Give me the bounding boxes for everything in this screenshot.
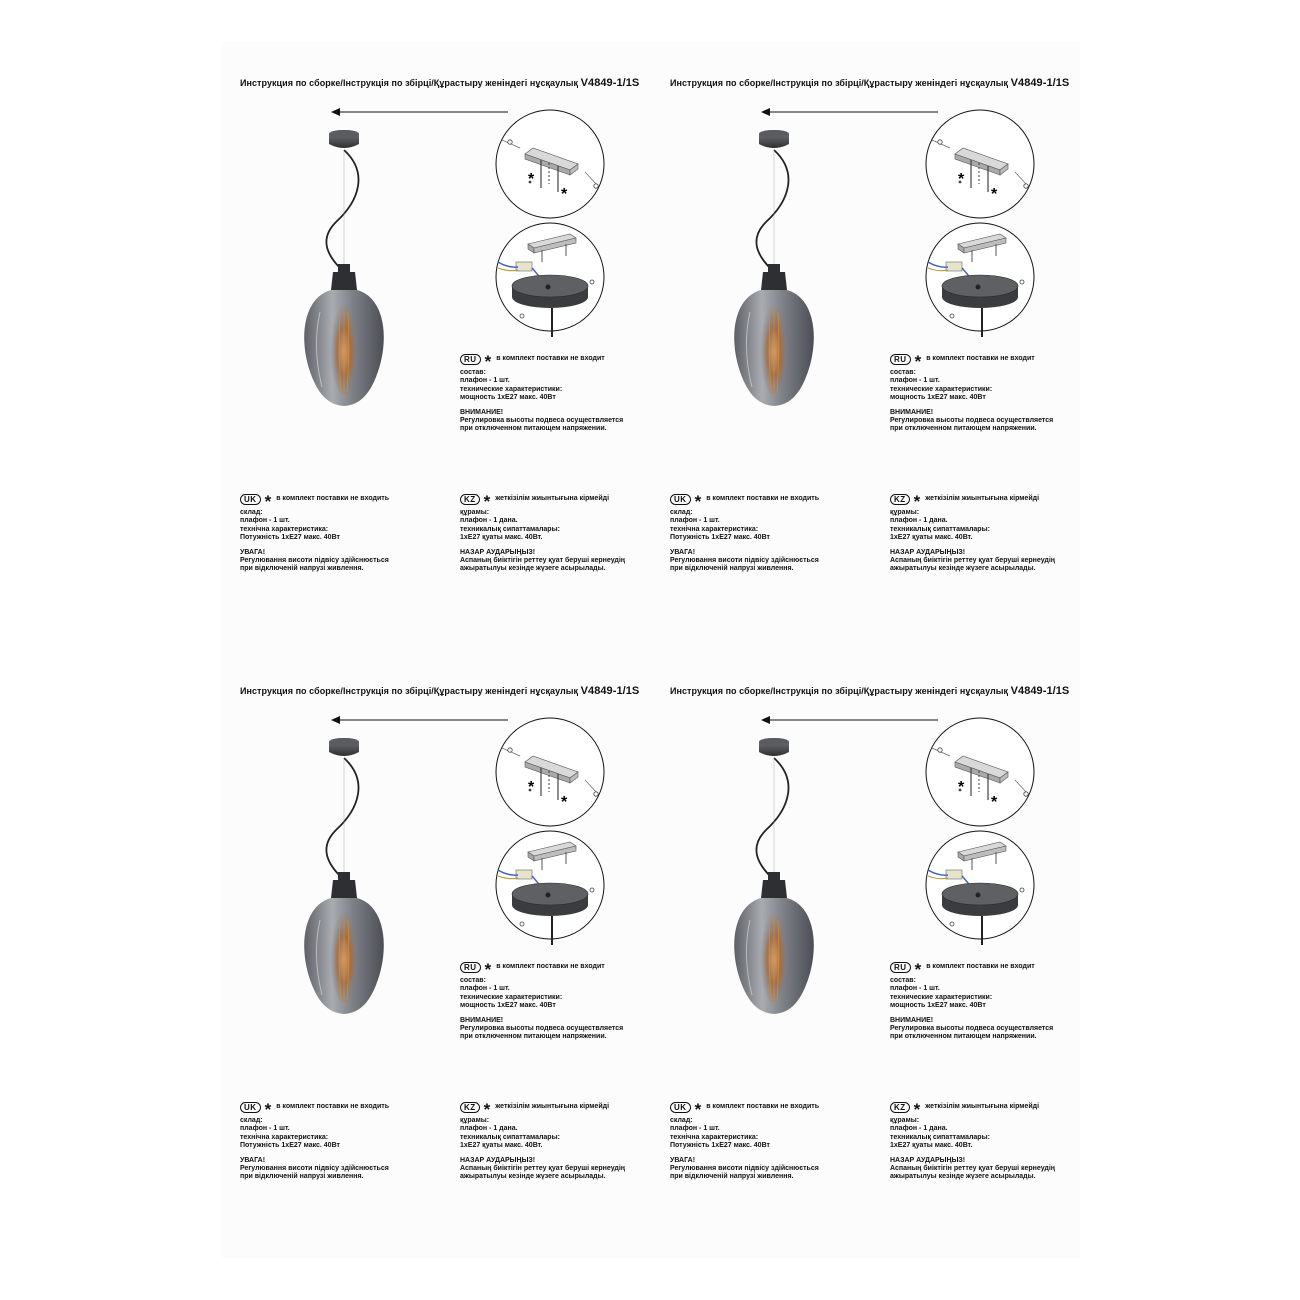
asterisk-mark: * (561, 186, 568, 203)
kz-flag-badge: KZ (890, 494, 910, 505)
warning-text: при відключеній напрузі живлення. (240, 565, 364, 573)
warning-text: Аспаның биіктігін реттеу қуат беруші кернеудің (890, 557, 1056, 565)
ru-flag-badge: RU (460, 354, 481, 365)
composition-value: плафон - 1 шт. (240, 517, 290, 525)
warning-text: при отключенном питающем напряжении. (460, 1033, 607, 1041)
warning-title: УВАГА! (240, 548, 266, 556)
not-included-note: в комплект поставки не входить (276, 1102, 389, 1110)
composition-label: склад: (670, 509, 693, 516)
uk-instructions (670, 1100, 819, 1182)
warning-title: НАЗАР АУДАРЫҢЫЗ! (890, 1156, 966, 1164)
not-included-note: жеткізілім жиынтығына кірмейді (925, 1102, 1040, 1110)
arrow-icon (761, 716, 938, 724)
specs-value: 1хE27 қуаты макс. 40Вт. (460, 534, 543, 542)
not-included-note: в комплект поставки не входит (496, 962, 605, 970)
not-included-note: в комплект поставки не входит (926, 962, 1035, 970)
instruction-panel (670, 680, 1100, 1280)
warning-title: УВАГА! (240, 1156, 266, 1164)
asterisk-icon: * (483, 1100, 491, 1119)
specs-value: мощность 1хE27 макс. 40Вт (460, 394, 556, 402)
specs-label: технические характеристики: (460, 993, 563, 1001)
kz-instructions (890, 492, 1055, 574)
ru-instructions (460, 960, 623, 1042)
warning-text: Регулювання висоти підвісу здійснюється (240, 557, 389, 565)
model-number: V4849-1/1S (580, 685, 640, 697)
mounting-bar-detail (926, 718, 1034, 826)
composition-label: склад: (240, 509, 263, 516)
composition-value: плафон - 1 шт. (460, 377, 510, 385)
warning-text: Регулировка высоты подвеса осуществляется (890, 417, 1054, 425)
warning-text: Регулировка высоты подвеса осуществляется (460, 1025, 624, 1033)
ru-flag-badge: RU (890, 354, 911, 365)
warning-text: Регулювання висоти підвісу здійснюється (240, 1165, 389, 1173)
model-number: V4849-1/1S (1010, 77, 1070, 89)
not-included-note: в комплект поставки не входить (706, 1102, 819, 1110)
pendant-lamp (304, 738, 384, 1014)
canopy-wiring-detail (496, 831, 604, 945)
specs-label: техникалық сипаттамалары: (460, 525, 560, 533)
specs-value: 1хE27 қуаты макс. 40Вт. (890, 1142, 973, 1150)
composition-label: состав: (460, 977, 486, 984)
warning-text: при відключеній напрузі живлення. (670, 1173, 794, 1181)
asterisk-mark: * (958, 779, 965, 796)
uk-flag-badge: UK (670, 494, 691, 505)
warning-text: ажыратылуы кезінде жүзеге асырылады. (460, 1173, 606, 1181)
composition-value: плафон - 1 шт. (890, 985, 940, 993)
specs-label: техникалық сипаттамалары: (890, 525, 990, 533)
warning-text: Аспаның биіктігін реттеу қуат беруші кернеудің (460, 557, 626, 565)
specs-label: технические характеристики: (460, 385, 563, 393)
composition-value: плафон - 1 дана. (460, 1125, 518, 1133)
composition-value: плафон - 1 дана. (460, 517, 518, 525)
instruction-panel (240, 680, 670, 1280)
specs-label: технічна характеристика: (670, 525, 759, 533)
composition-value: плафон - 1 шт. (670, 1125, 720, 1133)
specs-value: Потужність 1хE27 макс. 40Вт (240, 1142, 340, 1150)
composition-value: плафон - 1 шт. (670, 517, 720, 525)
warning-text: Регулювання висоти підвісу здійснюється (670, 1165, 819, 1173)
warning-text: Регулировка высоты подвеса осуществляется (460, 417, 624, 425)
composition-label: құрамы: (890, 509, 920, 516)
pendant-lamp (734, 130, 814, 406)
warning-title: НАЗАР АУДАРЫҢЫЗ! (460, 548, 536, 556)
warning-title: УВАГА! (670, 1156, 696, 1164)
specs-value: 1хE27 қуаты макс. 40Вт. (460, 1142, 543, 1150)
specs-label: технические характеристики: (890, 993, 993, 1001)
not-included-note: в комплект поставки не входить (276, 494, 389, 502)
warning-text: Регулировка высоты подвеса осуществляется (890, 1025, 1054, 1033)
warning-title: ВНИМАНИЕ! (460, 1016, 504, 1024)
specs-value: Потужність 1хE27 макс. 40Вт (240, 534, 340, 542)
not-included-note: в комплект поставки не входит (926, 354, 1035, 362)
composition-label: құрамы: (890, 1117, 920, 1124)
warning-title: ВНИМАНИЕ! (890, 1016, 934, 1024)
warning-text: Аспаның биіктігін реттеу қуат беруші кернеудің (890, 1165, 1056, 1173)
model-number: V4849-1/1S (1010, 685, 1070, 697)
ru-flag-badge: RU (890, 962, 911, 973)
uk-flag-badge: UK (670, 1102, 691, 1113)
specs-value: мощность 1хE27 макс. 40Вт (890, 394, 986, 402)
uk-flag-badge: UK (240, 494, 261, 505)
warning-title: НАЗАР АУДАРЫҢЫЗ! (460, 1156, 536, 1164)
asterisk-icon: * (264, 1100, 272, 1119)
composition-label: состав: (890, 977, 916, 984)
specs-label: техникалық сипаттамалары: (890, 1133, 990, 1141)
warning-text: при отключенном питающем напряжении. (460, 425, 607, 433)
kz-flag-badge: KZ (890, 1102, 910, 1113)
not-included-note: жеткізілім жиынтығына кірмейді (495, 1102, 610, 1110)
asterisk-mark: * (561, 794, 568, 811)
asterisk-mark: * (528, 171, 535, 188)
asterisk-icon: * (694, 492, 702, 511)
uk-instructions (240, 492, 389, 574)
not-included-note: жеткізілім жиынтығына кірмейді (495, 494, 610, 502)
asterisk-mark: * (528, 779, 535, 796)
panel-title: Инструкция по сборке/Інструкція по збірці/Құрастыру женіндегі нұсқаулық V4849-1/1S (240, 77, 640, 89)
canopy-wiring-detail (496, 223, 604, 337)
warning-text: Аспаның биіктігін реттеу қуат беруші кернеудің (460, 1165, 626, 1173)
asterisk-icon: * (484, 352, 492, 371)
panel-title: Инструкция по сборке/Інструкція по збірці/Құрастыру женіндегі нұсқаулық V4849-1/1S (670, 77, 1070, 89)
asterisk-icon: * (914, 352, 922, 371)
composition-label: құрамы: (460, 509, 490, 516)
canopy-wiring-detail (926, 223, 1034, 337)
ru-instructions (890, 352, 1053, 434)
asterisk-icon: * (264, 492, 272, 511)
asterisk-mark: * (958, 171, 965, 188)
asterisk-icon: * (694, 1100, 702, 1119)
specs-label: технические характеристики: (890, 385, 993, 393)
composition-label: склад: (240, 1117, 263, 1124)
composition-label: құрамы: (460, 1117, 490, 1124)
not-included-note: в комплект поставки не входить (706, 494, 819, 502)
panel-title: Инструкция по сборке/Інструкція по збірці/Құрастыру женіндегі нұсқаулық V4849-1/1S (670, 685, 1070, 697)
mounting-bar-detail (496, 110, 604, 218)
asterisk-icon: * (914, 960, 922, 979)
ru-instructions (890, 960, 1053, 1042)
asterisk-mark: * (991, 794, 998, 811)
pendant-lamp (304, 130, 384, 406)
warning-text: ажыратылуы кезінде жүзеге асырылады. (890, 565, 1036, 573)
composition-value: плафон - 1 шт. (890, 377, 940, 385)
warning-title: ВНИМАНИЕ! (460, 408, 504, 416)
warning-text: при отключенном питающем напряжении. (890, 425, 1037, 433)
ru-flag-badge: RU (460, 962, 481, 973)
composition-value: плафон - 1 дана. (890, 1125, 948, 1133)
warning-text: ажыратылуы кезінде жүзеге асырылады. (890, 1173, 1036, 1181)
warning-text: ажыратылуы кезінде жүзеге асырылады. (460, 565, 606, 573)
specs-label: техникалық сипаттамалары: (460, 1133, 560, 1141)
composition-label: состав: (460, 369, 486, 376)
composition-label: склад: (670, 1117, 693, 1124)
uk-instructions (670, 492, 819, 574)
arrow-icon (331, 716, 508, 724)
warning-text: при отключенном питающем напряжении. (890, 1033, 1037, 1041)
arrow-icon (761, 108, 938, 116)
uk-instructions (240, 1100, 389, 1182)
ru-instructions (460, 352, 623, 434)
specs-value: Потужність 1хE27 макс. 40Вт (670, 1142, 770, 1150)
kz-instructions (460, 1100, 625, 1182)
instruction-panel (240, 72, 670, 672)
not-included-note: в комплект поставки не входит (496, 354, 605, 362)
composition-label: состав: (890, 369, 916, 376)
kz-flag-badge: KZ (460, 1102, 480, 1113)
specs-value: мощность 1хE27 макс. 40Вт (460, 1002, 556, 1010)
warning-title: УВАГА! (670, 548, 696, 556)
composition-value: плафон - 1 шт. (460, 985, 510, 993)
mounting-bar-detail (496, 718, 604, 826)
composition-value: плафон - 1 дана. (890, 517, 948, 525)
asterisk-icon: * (913, 1100, 921, 1119)
warning-text: Регулювання висоти підвісу здійснюється (670, 557, 819, 565)
kz-instructions (460, 492, 625, 574)
asterisk-icon: * (913, 492, 921, 511)
model-number: V4849-1/1S (580, 77, 640, 89)
composition-value: плафон - 1 шт. (240, 1125, 290, 1133)
warning-title: НАЗАР АУДАРЫҢЫЗ! (890, 548, 966, 556)
kz-flag-badge: KZ (460, 494, 480, 505)
not-included-note: жеткізілім жиынтығына кірмейді (925, 494, 1040, 502)
asterisk-icon: * (484, 960, 492, 979)
specs-value: 1хE27 қуаты макс. 40Вт. (890, 534, 973, 542)
specs-label: технічна характеристика: (240, 525, 329, 533)
kz-instructions (890, 1100, 1055, 1182)
mounting-bar-detail (926, 110, 1034, 218)
warning-text: при відключеній напрузі живлення. (670, 565, 794, 573)
specs-label: технічна характеристика: (670, 1133, 759, 1141)
specs-label: технічна характеристика: (240, 1133, 329, 1141)
canopy-wiring-detail (926, 831, 1034, 945)
uk-flag-badge: UK (240, 1102, 261, 1113)
warning-text: при відключеній напрузі живлення. (240, 1173, 364, 1181)
specs-value: Потужність 1хE27 макс. 40Вт (670, 534, 770, 542)
pendant-lamp (734, 738, 814, 1014)
warning-title: ВНИМАНИЕ! (890, 408, 934, 416)
specs-value: мощность 1хE27 макс. 40Вт (890, 1002, 986, 1010)
instruction-panel (670, 72, 1100, 672)
arrow-icon (331, 108, 508, 116)
asterisk-mark: * (991, 186, 998, 203)
asterisk-icon: * (483, 492, 491, 511)
panel-title: Инструкция по сборке/Інструкція по збірці/Құрастыру женіндегі нұсқаулық V4849-1/1S (240, 685, 640, 697)
